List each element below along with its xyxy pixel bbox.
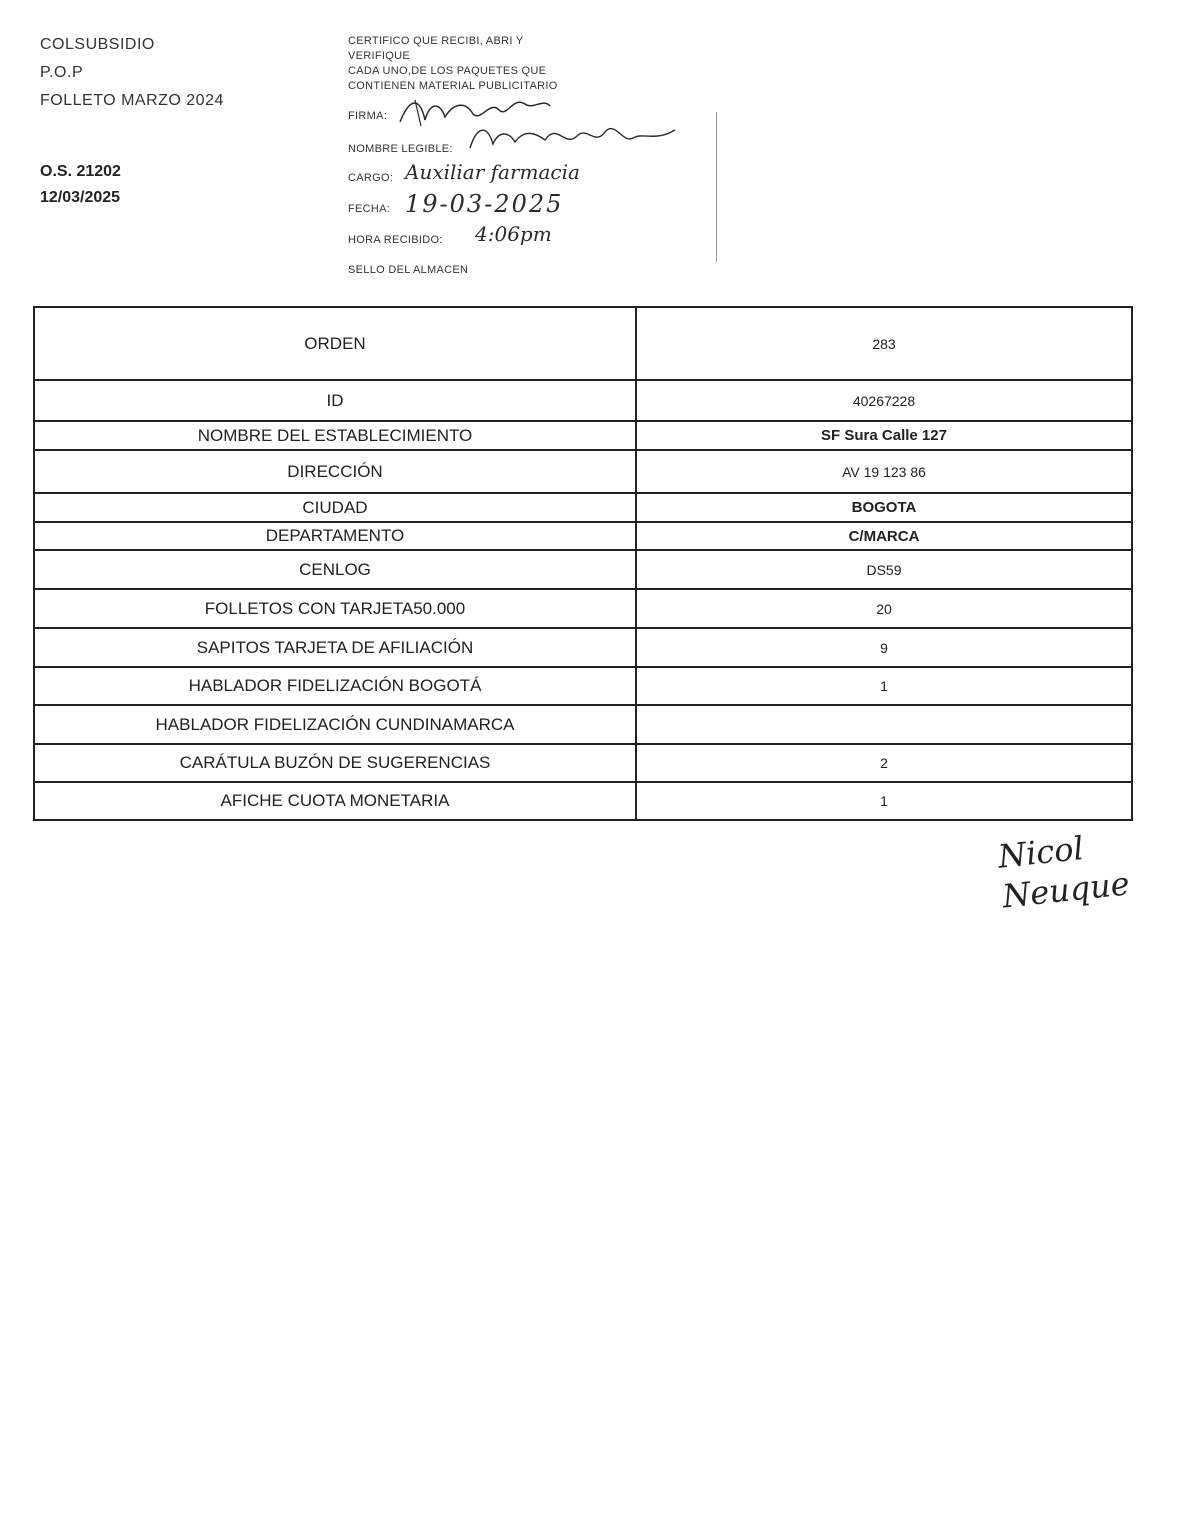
fecha-value: 19-03-2025	[405, 190, 564, 218]
row-value: 20	[636, 589, 1132, 628]
row-label: CENLOG	[34, 550, 636, 589]
row-label: AFICHE CUOTA MONETARIA	[34, 782, 636, 820]
service-order	[40, 163, 121, 215]
table-row	[34, 380, 1132, 421]
table-row	[34, 421, 1132, 450]
table-row	[34, 589, 1132, 628]
hora-label: HORA RECIBIDO:	[348, 234, 443, 246]
row-value: 2	[636, 744, 1132, 782]
row-value: BOGOTA	[636, 493, 1132, 522]
firma-label: FIRMA:	[348, 110, 388, 122]
document-header	[40, 36, 224, 120]
row-label: CARÁTULA BUZÓN DE SUGERENCIAS	[34, 744, 636, 782]
table-row	[34, 628, 1132, 667]
table-row	[34, 522, 1132, 550]
row-value	[636, 705, 1132, 744]
handwritten-note	[996, 824, 1131, 917]
cargo-label: CARGO:	[348, 172, 394, 184]
delivery-table	[33, 306, 1133, 821]
stamp-border	[716, 112, 717, 262]
table-row	[34, 667, 1132, 705]
row-value: SF Sura Calle 127	[636, 421, 1132, 450]
row-label: ID	[34, 380, 636, 421]
row-value: C/MARCA	[636, 522, 1132, 550]
folleto-title: FOLLETO MARZO 2024	[40, 92, 224, 109]
row-value: 1	[636, 782, 1132, 820]
row-label: HABLADOR FIDELIZACIÓN BOGOTÁ	[34, 667, 636, 705]
cert-line: VERIFIQUE	[348, 50, 410, 62]
nombre-label: NOMBRE LEGIBLE:	[348, 143, 453, 155]
os-number: O.S. 21202	[40, 163, 121, 180]
table-row	[34, 493, 1132, 522]
row-label: FOLLETOS CON TARJETA50.000	[34, 589, 636, 628]
note-line: Neuque	[1000, 864, 1132, 916]
fecha-label: FECHA:	[348, 203, 391, 215]
cert-line: CADA UNO,DE LOS PAQUETES QUE	[348, 65, 547, 77]
table-row	[34, 307, 1132, 380]
pop-label: P.O.P	[40, 64, 84, 81]
certification-text	[348, 34, 728, 94]
company-name: COLSUBSIDIO	[40, 36, 155, 53]
row-label: CIUDAD	[34, 493, 636, 522]
os-date: 12/03/2025	[40, 189, 121, 206]
row-label: SAPITOS TARJETA DE AFILIACIÓN	[34, 628, 636, 667]
row-label: DIRECCIÓN	[34, 450, 636, 493]
row-value: DS59	[636, 550, 1132, 589]
row-value: 283	[636, 307, 1132, 380]
row-value: 1	[636, 667, 1132, 705]
row-label: NOMBRE DEL ESTABLECIMIENTO	[34, 421, 636, 450]
cert-line: CONTIENEN MATERIAL PUBLICITARIO	[348, 80, 558, 92]
name-signature	[465, 118, 685, 160]
row-label: ORDEN	[34, 307, 636, 380]
row-value: 40267228	[636, 380, 1132, 421]
table-row	[34, 782, 1132, 820]
hora-value: 4:06pm	[475, 222, 552, 246]
cert-line: CERTIFICO QUE RECIBI, ABRI Y	[348, 35, 524, 47]
cargo-value: Auxiliar farmacia	[405, 160, 580, 184]
row-value: 9	[636, 628, 1132, 667]
note-line: Nicol	[996, 828, 1086, 876]
row-label: HABLADOR FIDELIZACIÓN CUNDINAMARCA	[34, 705, 636, 744]
row-label: DEPARTAMENTO	[34, 522, 636, 550]
table-row	[34, 705, 1132, 744]
row-value: AV 19 123 86	[636, 450, 1132, 493]
sello-label: SELLO DEL ALMACEN	[348, 264, 469, 276]
table-row	[34, 550, 1132, 589]
table-row	[34, 744, 1132, 782]
table-row	[34, 450, 1132, 493]
